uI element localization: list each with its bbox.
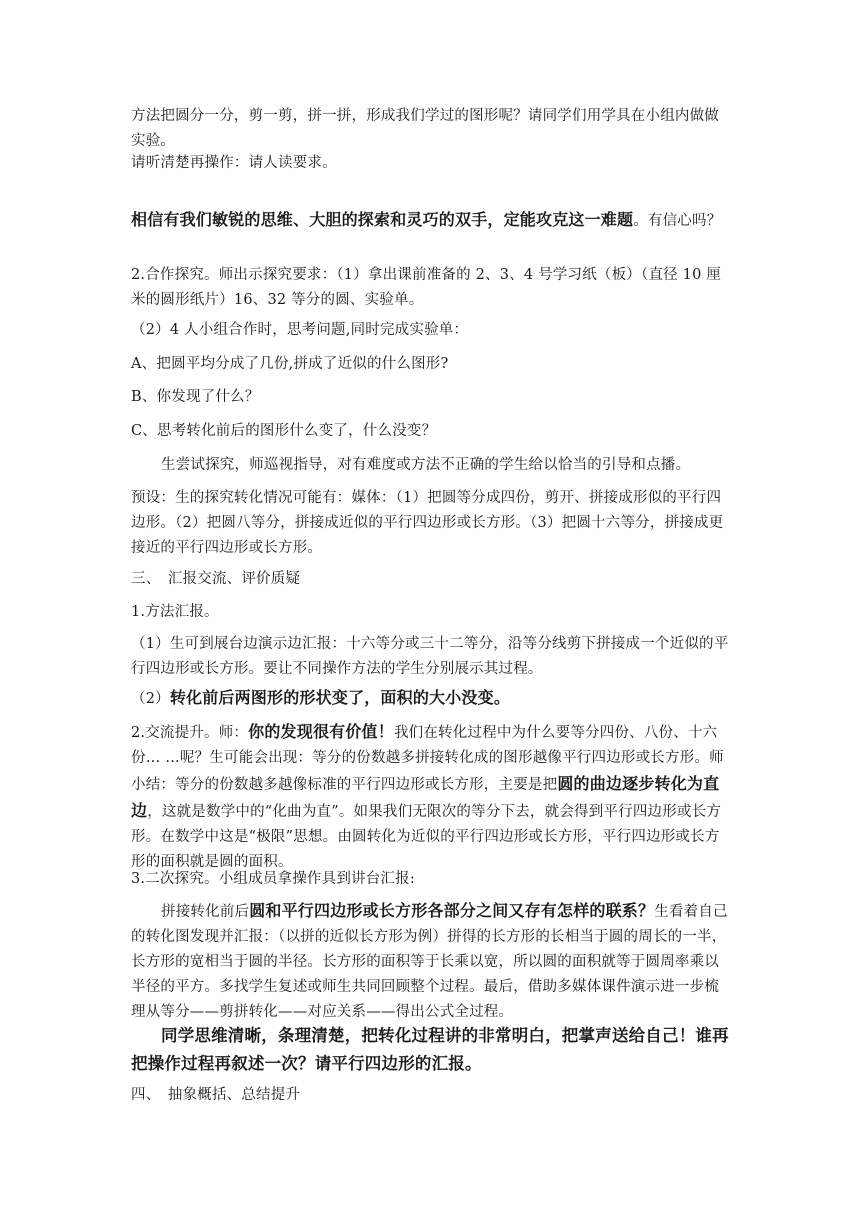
paragraph-group-work: （2）4 人小组合作时，思考问题,同时完成实验单： [131,322,469,338]
question-c: C、思考转化前后的图形什么变了，什么没变？ [131,423,437,439]
paragraph-encouragement [131,207,731,234]
encouragement-bold: 相信有我们敏锐的思维、大胆的探索和灵巧的双手，定能攻克这一难题 [131,210,634,229]
paragraph-cooperative-inquiry: 2.合作探究。师出示探究要求：（1）拿出课前准备的 2、3、4 号学习纸（板）（直径 10 厘米的圆形纸片）16、32 等分的圆、实验单。 [131,267,722,308]
relationship-a: 拼接转化前后 [161,904,250,920]
exchange-e: ，这就是数学中的“化曲为直”。如果我们无限次的等分下去，就会得到平行四边形或长方形。在数学中这是“极限”思想。由圆转化为近似的平行四边形或长方形，平行四边形或长方形的面积就是圆的面积。 [131,804,722,870]
exchange-c: 我们在转化过程中为什么要等分四份、八份、十六份… …呢？生可能会出现：等分的份数越多拼接转化成的图形越像平行四边形或长方形。师小结：等分的份数越多越像标准的平行四边形或长方形，主要是把 [131,725,724,793]
paragraph-second-inquiry: 3.二次探究。小组成员拿操作具到讲台汇报: [131,871,415,887]
conclusion-prefix: （2） [131,691,170,707]
paragraph-relationship [131,898,731,1025]
question-a: A、把圆平均分成了几份,拼成了近似的什么图形? [131,356,449,372]
exchange-bold-1: 你的发现很有价值！ [248,722,394,741]
paragraph-exchange [131,719,731,875]
exchange-bold-2: 圆的曲边逐步转化为直边 [131,774,720,820]
paragraph-praise: 同学思维清晰，条理清楚，把转化过程讲的非常明白，把掌声送给自己！谁再把操作过程再叙述一次？请平行四边形的汇报。 [131,1026,729,1073]
exchange-a: 2.交流提升。师： [131,725,249,741]
conclusion-bold: 转化前后两图形的形状变了，面积的大小没变。 [169,688,511,707]
paragraph-method-report: 1.方法汇报。 [131,604,219,620]
question-b: B、你发现了什么？ [131,389,260,405]
encouragement-rest: 。有信心吗？ [633,213,722,229]
paragraph-presets: 预设：生的探究转化情况可能有：媒体：（1）把圆等分成四份，剪开、拼接成形似的平行四边形。（2）把圆八等分，拼接成近似的平行四边形或长方形。（3）把圆十六等分，拼接成更接近的平行四边形或长方形。 [131,490,724,556]
relationship-c: 生看着自己的转化图发现并汇报：（以拼的近似长方形为例）拼得的长方形的长相当于圆的周长的一半，长方形的宽相当于圆的半径。长方形的面积等于长乘以宽，所以圆的面积就等于圆周率乘以半径的平方。多找学生复述或师生共同回顾整个过程。最后，借助多媒体课件演示进一步梳理从等分——剪拼转化——对应关系——得出公式全过程。 [131,904,728,1020]
section-heading-3: 三、 汇报交流、评价质疑 [131,571,301,587]
paragraph-instruction: 请听清楚再操作：请人读要求。 [131,155,337,171]
paragraph-intro: 方法把圆分一分，剪一剪，拼一拼，形成我们学过的图形呢？请同学们用学具在小组内做做实验。 [131,108,719,149]
relationship-bold: 圆和平行四边形或长方形各部分之间又存有怎样的联系？ [249,901,655,920]
paragraph-demo: （1）生可到展台边演示边汇报：十六等分或三十二等分，沿等分线剪下拼接成一个近似的平行四边形或长方形。要让不同操作方法的学生分别展示其过程。 [131,636,729,677]
section-heading-4: 四、 抽象概括、总结提升 [131,1087,301,1103]
paragraph-conclusion [131,685,731,712]
paragraph-student-attempt: 生尝试探究，师巡视指导，对有难度或方法不正确的学生给以恰当的引导和点播。 [161,457,691,473]
